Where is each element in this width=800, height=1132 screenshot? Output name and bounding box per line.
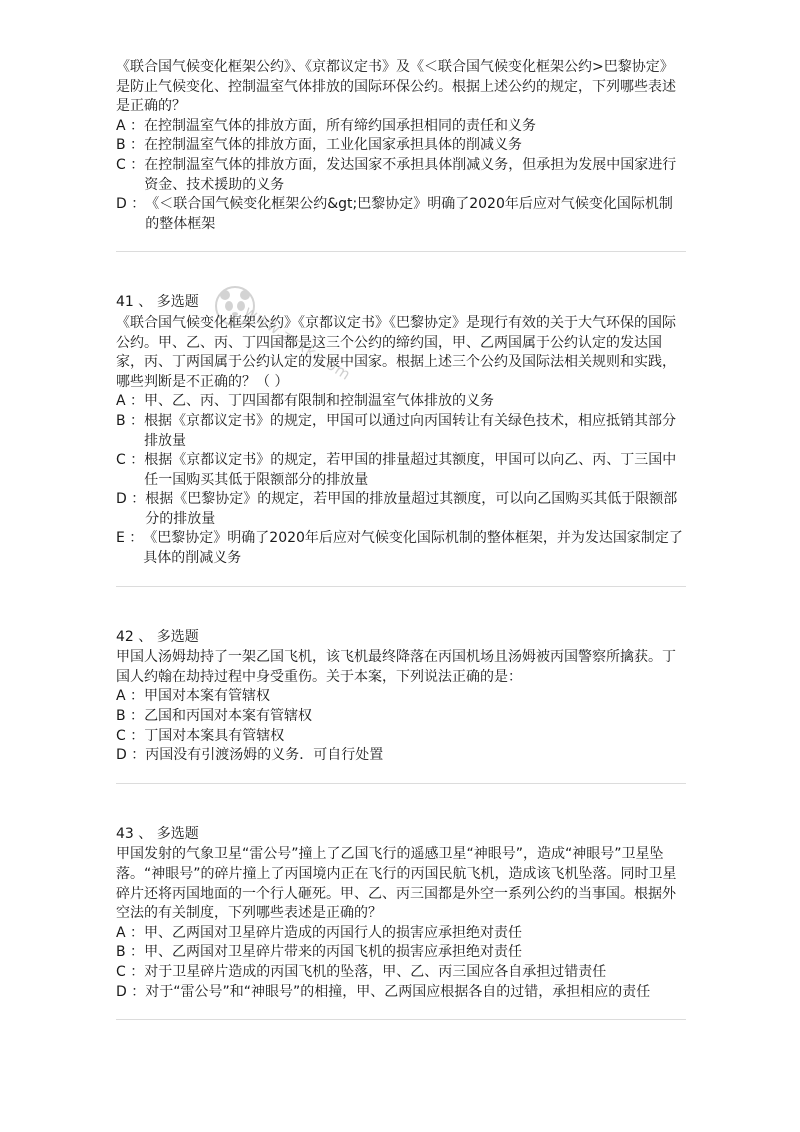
question-stem: 甲国人汤姆劫持了一架乙国飞机，该飞机最终降落在丙国机场且汤姆被丙国警察所擒获。丁国人约翰在劫持过程中身受重伤。关于本案，下列说法正确的是： (116, 649, 676, 685)
question-stem: 《联合国气候变化框架公约》、《京都议定书》及《＜联合国气候变化框架公约>巴黎协定》是防止气候变化、控制温室气体排放的国际环保公约。根据上述公约的规定，下列哪些表述是正确的？ (116, 59, 676, 115)
question-42 (116, 628, 686, 766)
option-a: A ： 甲、乙、丙、丁四国都有限制和控制温室气体排放的义务 (116, 393, 495, 410)
option-c: C ： 在控制温室气体的排放方面，发达国家不承担具体削减义务，但承担为发展中国家进行资金、技术援助的义务 (116, 156, 677, 193)
option-d: D ： 《＜联合国气候变化框架公约&gt;巴黎协定》明确了2020年后应对气候变化国际机制的整体框架 (116, 196, 673, 232)
question-41 (116, 293, 686, 568)
question-stem: 《联合国气候变化框架公约》《京都议定书》《巴黎协定》是现行有效的关于大气环保的国际公约。甲、乙、丙、丁四国都是这三个公约的缔约国，甲、乙两国属于公约认定的发达国家，丙、丁两国属于公约认定的发展中国家。根据上述三个公约及国际法相关规则和实践，哪些判断是不正确的？（ ） (116, 314, 676, 390)
option-c: C ： 对于卫星碎片造成的丙国飞机的坠落，甲、乙、丙三国应各自承担过错责任 (116, 963, 607, 980)
option-d: D ： 对于“雷公号”和“神眼号”的相撞，甲、乙两国应根据各自的过错，承担相应的责任 (116, 983, 651, 1000)
option-b: B ： 甲、乙两国对卫星碎片带来的丙国飞机的损害应承担绝对责任 (116, 944, 523, 961)
page-content (116, 58, 686, 1020)
option-a: A ： 甲、乙两国对卫星碎片造成的丙国行人的损害应承担绝对责任 (116, 924, 523, 941)
question-number: 43 、 多选题 (116, 825, 199, 842)
question-number: 41 、 多选题 (116, 294, 199, 311)
option-c: C ： 丁国对本案具有管辖权 (116, 727, 285, 744)
watermark-text: www.zxxk.com (241, 302, 355, 385)
option-a: A ： 在控制温室气体的排放方面，所有缔约国承担相同的责任和义务 (116, 117, 537, 134)
question-stem: 甲国发射的气象卫星“雷公号”撞上了乙国飞行的遥感卫星“神眼号”，造成“神眼号”卫星坠落。“神眼号”的碎片撞上了丙国境内正在飞行的丙国民航飞机，造成该飞机坠落。同时卫星碎片还将丙国地面的一个行人砸死。甲、乙、丙三国都是外空一系列公约的当事国。根据外空法的有关制度，下列哪些表述是正确的？ (116, 846, 677, 922)
option-a: A ： 甲国对本案有管辖权 (116, 688, 271, 705)
option-c: C ： 根据《京都议定书》的规定，若甲国的排量超过其额度，甲国可以向乙、丙、丁三国中任一国购买其低于限额部分的排放量 (116, 452, 677, 488)
question-40 (116, 58, 686, 234)
option-e: E ： 《巴黎协定》明确了2020年后应对气候变化国际机制的整体框架，并为发达国家制定了具体的削减义务 (116, 530, 683, 567)
question-number: 42 、 多选题 (116, 628, 199, 645)
question-43 (116, 825, 686, 1002)
option-b: B ： 根据《京都议定书》的规定，甲国可以通过向丙国转让有关绿色技术，相应抵销其部分排放量 (116, 412, 677, 449)
option-b: B ： 乙国和丙国对本案有管辖权 (116, 708, 313, 725)
option-d: D ： 根据《巴黎协定》的规定，若甲国的排放量超过其额度，可以向乙国购买其低于限额部分的排放量 (116, 491, 678, 527)
option-b: B ： 在控制温室气体的排放方面，工业化国家承担具体的削减义务 (116, 137, 523, 154)
option-d: D ： 丙国没有引渡汤姆的义务．可自行处置 (116, 747, 384, 764)
divider (116, 1019, 686, 1020)
